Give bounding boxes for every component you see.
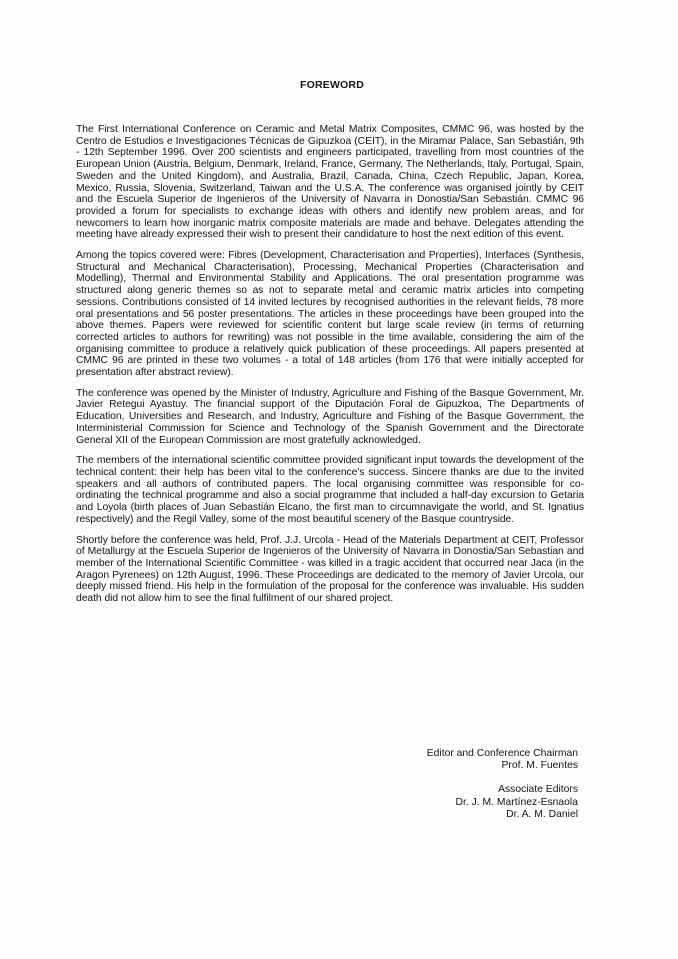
signature-block [427,748,578,821]
editor-name: Dr. J. M. Martínez-Esnaola [455,796,578,808]
chair-role: Editor and Conference Chairman [426,748,578,759]
paragraph-intro: The First International Conference on Ceramic and Metal Matrix Composites, CMMC 96, was hosted by the Centro de Estudios e Investigaciones Técnicas de Gipuzkoa (CEIT), in the Miramar Palace, San Sebastián, 9th - 12th September 1996. Over 200 scientists and engineers participated, travelling from most countries of the European Union (Austria, Belgium, Denmark, Ireland, France, Germany, The Netherlands, Italy, Portugal, Spain, Sweden and the United Kingdom), and Australia, Brazil, Canada, China, Czech Republic, Japan, Korea, Mexico, Russia, Slovenia, Switzerland, Taiwan and the U.S.A. The conference was organised jointly by CEIT and the Escuela Superior de Ingenieros of the University of Navarra in Donostia/San Sebastián. CMMC 96 provided a forum for specialists to exchange ideas with others and identify new problem areas, and for newcomers to learn how inorganic matrix composite materials are made and behave. Delegates attending the meeting have already expressed their wish to present their candidature to host the next edition of this event. [76,124,584,241]
paragraph-support: The conference was opened by the Minister of Industry, Agriculture and Fishing of the Basque Government, Mr. Javier Retegui Ayastuy. The financial support of the Diputación Foral de Gipuzkoa, The Departments of Education, Universities and Research, and Industry, Agriculture and Fishing of the Basque Government, the Interministerial Commission for Science and Technology of the Spanish Government and the Directorate General XII of the European Commission are most gratefully acknowledged. [76,387,584,446]
editor-name: Dr. A. M. Daniel [506,808,578,820]
page-title: FOREWORD [299,79,364,91]
paragraph-dedication: Shortly before the conference was held, Prof. J.J. Urcola - Head of the Materials Department at CEIT, Professor of Metallurgy at the Escuela Superior de Ingenieros of the University of Navarra in Donostia/San Sebastian and member of the International Scientific Committee - was killed in a tragic accident that occurred near Jaca (in the Aragon Pyrenees) on 12th August, 1996. These Proceedings are dedicated to the memory of Javier Urcola, our deeply missed friend. His help in the formulation of the proposal for the conference was invaluable. His sudden death did not allow him to see the final fulfilment of our shared project. [76,534,584,605]
signature-spacer [427,772,578,784]
body-text [76,124,584,614]
paragraph-topics: Among the topics covered were: Fibres (Development, Characterisation and Properties), Interfaces (Synthesis, Structural and Mechanical Characterisation), Processing, Mechanical Properties (Characterisation and Modelling), Thermal and Environmental Stability and Applications. The oral presentation programme was structured along generic themes so as not to separate metal and ceramic matrix articles into competing sessions. Contributions consisted of 14 invited lectures by recognised authorities in the relevant fields, 78 more oral presentations and 56 poster presentations. The articles in these proceedings have been grouped into the above themes. Papers were reviewed for scientific content but large scale review (in terms of returning corrected articles to authors for rewriting) was not possible in the time available, considering the aim of the organising committee to produce a relatively quick publication of these proceedings. All papers presented at CMMC 96 are printed in these two volumes - a total of 148 articles (from 176 that were initially accepted for presentation after abstract review). [76,250,584,379]
chair-name: Prof. M. Fuentes [501,760,578,772]
paragraph-thanks: The members of the international scientific committee provided significant input towards the development of the technical content: their help has been vital to the conference's success. Sincere thanks are due to the invited speakers and all authors of contributed papers. The local organising committee was responsible for co-ordinating the technical programme and also a social programme that included a half-day excursion to Getaria and Loyola (birth places of Juan Sebastián Elcano, the first man to circumnavigate the world, and St. Ignatius respectively) and the Regil Valley, some of the most beautiful scenery of the Basque countryside. [76,455,584,525]
editors-role: Associate Editors [498,784,578,796]
